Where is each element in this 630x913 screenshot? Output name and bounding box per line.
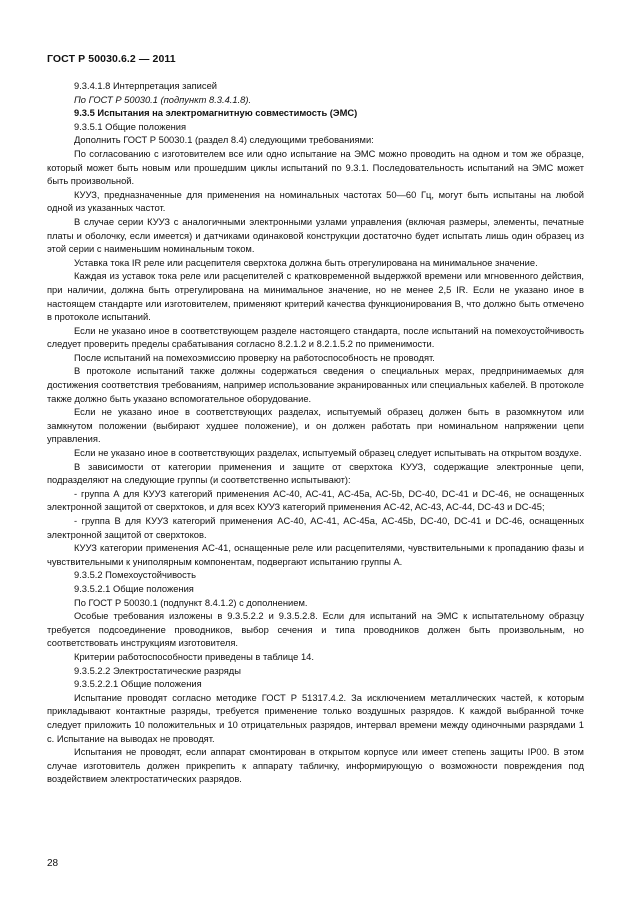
paragraph: 9.3.5.2.1 Общие положения xyxy=(74,583,194,594)
section-heading: 9.3.5 Испытания на электромагнитную совместимость (ЭМС) xyxy=(74,108,358,119)
paragraph: Уставка тока IR реле или расцепителя сверхтока должна быть отрегулирована на минимальное значение. xyxy=(74,257,538,268)
paragraph: Испытание проводят согласно методике ГОСТ Р 51317.4.2. За исключением металлических частей, к которым прикладывают контактные разряды, требуется применение только воздушных разрядов. К каждой выбранной точке следует приложить 10 положительных и 10 отрицательных разрядов, интервал времени между одиночными разрядами 1 с. Испытание на выводах не проводят. xyxy=(47,692,584,744)
paragraph: 9.3.4.1.8 Интерпретация записей xyxy=(74,81,217,91)
paragraph: Особые требования изложены в 9.3.5.2.2 и 9.3.5.2.8. Если для испытаний на ЭМС к испытательному образцу требуется подсоединение проводников, выбор сечения и типа проводников должен быть произвольным, но соответствовать инструкциям изготовителя. xyxy=(47,611,584,649)
paragraph: По ГОСТ Р 50030.1 (подпункт 8.3.4.1.8). xyxy=(74,94,252,105)
page-header: ГОСТ Р 50030.6.2 — 2011 xyxy=(47,53,176,65)
paragraph: Дополнить ГОСТ Р 50030.1 (раздел 8.4) следующими требованиями: xyxy=(74,135,374,146)
paragraph: Каждая из уставок тока реле или расцепителей с кратковременной выдержкой времени или мгновенного действия, при наличии, должна быть отрегулирована на минимальное значение, но не менее 2,5 IR. Если не указано иное в настоящем стандарте или изготовителем, применяют критерий качества функционирования В, что должно быть отмечено в протоколе испытаний. xyxy=(47,271,584,323)
page-number: 28 xyxy=(47,858,59,869)
paragraph: 9.3.5.2.2 Электростатические разряды xyxy=(74,665,241,676)
paragraph: По согласованию с изготовителем все или одно испытание на ЭМС можно проводить на одном и том же образце, который может быть новым или прошедшим циклы испытаний по 9.3.1. Последовательность испытаний на ЭМС может быть произвольной. xyxy=(47,148,584,187)
paragraph: По ГОСТ Р 50030.1 (подпункт 8.4.1.2) с дополнением. xyxy=(74,597,308,608)
paragraph: - группа А для КУУЗ категорий применения AC-40, AC-41, AC-45a, AC-5b, DC-40, DC-41 и DC-46, не оснащенных электронной защитой от сверхтоков, и для всех КУУЗ категорий применения AC-42, AC-43, AC-44, DC-43 и DC-45; xyxy=(47,488,584,513)
paragraph: Испытания не проводят, если аппарат смонтирован в открытом корпусе или имеет степень защиты IP00. В этом случае изготовитель должен прикрепить к аппарату табличку, информирующую о возможности повреждения под воздействием электростатических разрядов. xyxy=(47,747,584,785)
paragraph: Если не указано иное в соответствующих разделах, испытуемый образец должен быть в разомкнутом или замкнутом положении (выбирают худшее положение), и он должен работать при номинальном напряжении цепи управления. xyxy=(47,407,584,445)
paragraph: 9.3.5.2 Помехоустойчивость xyxy=(74,570,196,581)
paragraph: В протоколе испытаний также должны содержаться сведения о специальных мерах, предпринимаемых для достижения соответствия требованиям, например использование экранированных или специальных кабелей. В протоколе также должно быть указано вспомогательное оборудование. xyxy=(47,366,584,404)
paragraph: В зависимости от категории применения и защите от сверхтока КУУЗ, содержащие электронные цепи, подразделяют на следующие группы (и соответственно испытывают): xyxy=(47,461,584,486)
paragraph: 9.3.5.1 Общие положения xyxy=(74,121,187,132)
paragraph: - группа В для КУУЗ категорий применения AC-40, AC-41, AC-45a, AC-45b, DC-40, DC-41 и DC-46, оснащенных электронной защитой от сверхтоков. xyxy=(47,516,584,540)
paragraph: После испытаний на помехоэмиссию проверку на работоспособность не проводят. xyxy=(74,352,435,363)
paragraph: Критерии работоспособности приведены в таблице 14. xyxy=(74,651,314,662)
document-body xyxy=(47,80,584,787)
paragraph: В случае серии КУУЗ с аналогичными электронными узлами управления (включая размеры, элементы, печатные платы и оболочку, если имеется) и датчиками одинаковой конструкции достаточно будет испытать лишь один образец из этой серии с наименьшим номинальным током. xyxy=(47,216,584,255)
paragraph: 9.3.5.2.2.1 Общие положения xyxy=(74,679,202,690)
paragraph: КУУЗ, предназначенные для применения на номинальных частотах 50—60 Гц, могут быть испытаны на любой одной из указанных частот. xyxy=(47,189,584,214)
paragraph: КУУЗ категории применения AC-41, оснащенные реле или расцепителями, чувствительными к пропаданию фазы и чувствительными к униполярным компонентам, подвергают испытанию группы А. xyxy=(47,543,584,567)
paragraph: Если не указано иное в соответствующих разделах, испытуемый образец следует испытывать на открытом воздухе. xyxy=(74,448,582,459)
paragraph: Если не указано иное в соответствующем разделе настоящего стандарта, после испытаний на помехоустойчивость следует проверить пределы срабатывания согласно 8.2.1.2 и 8.2.1.5.2 по применимости. xyxy=(47,325,584,350)
